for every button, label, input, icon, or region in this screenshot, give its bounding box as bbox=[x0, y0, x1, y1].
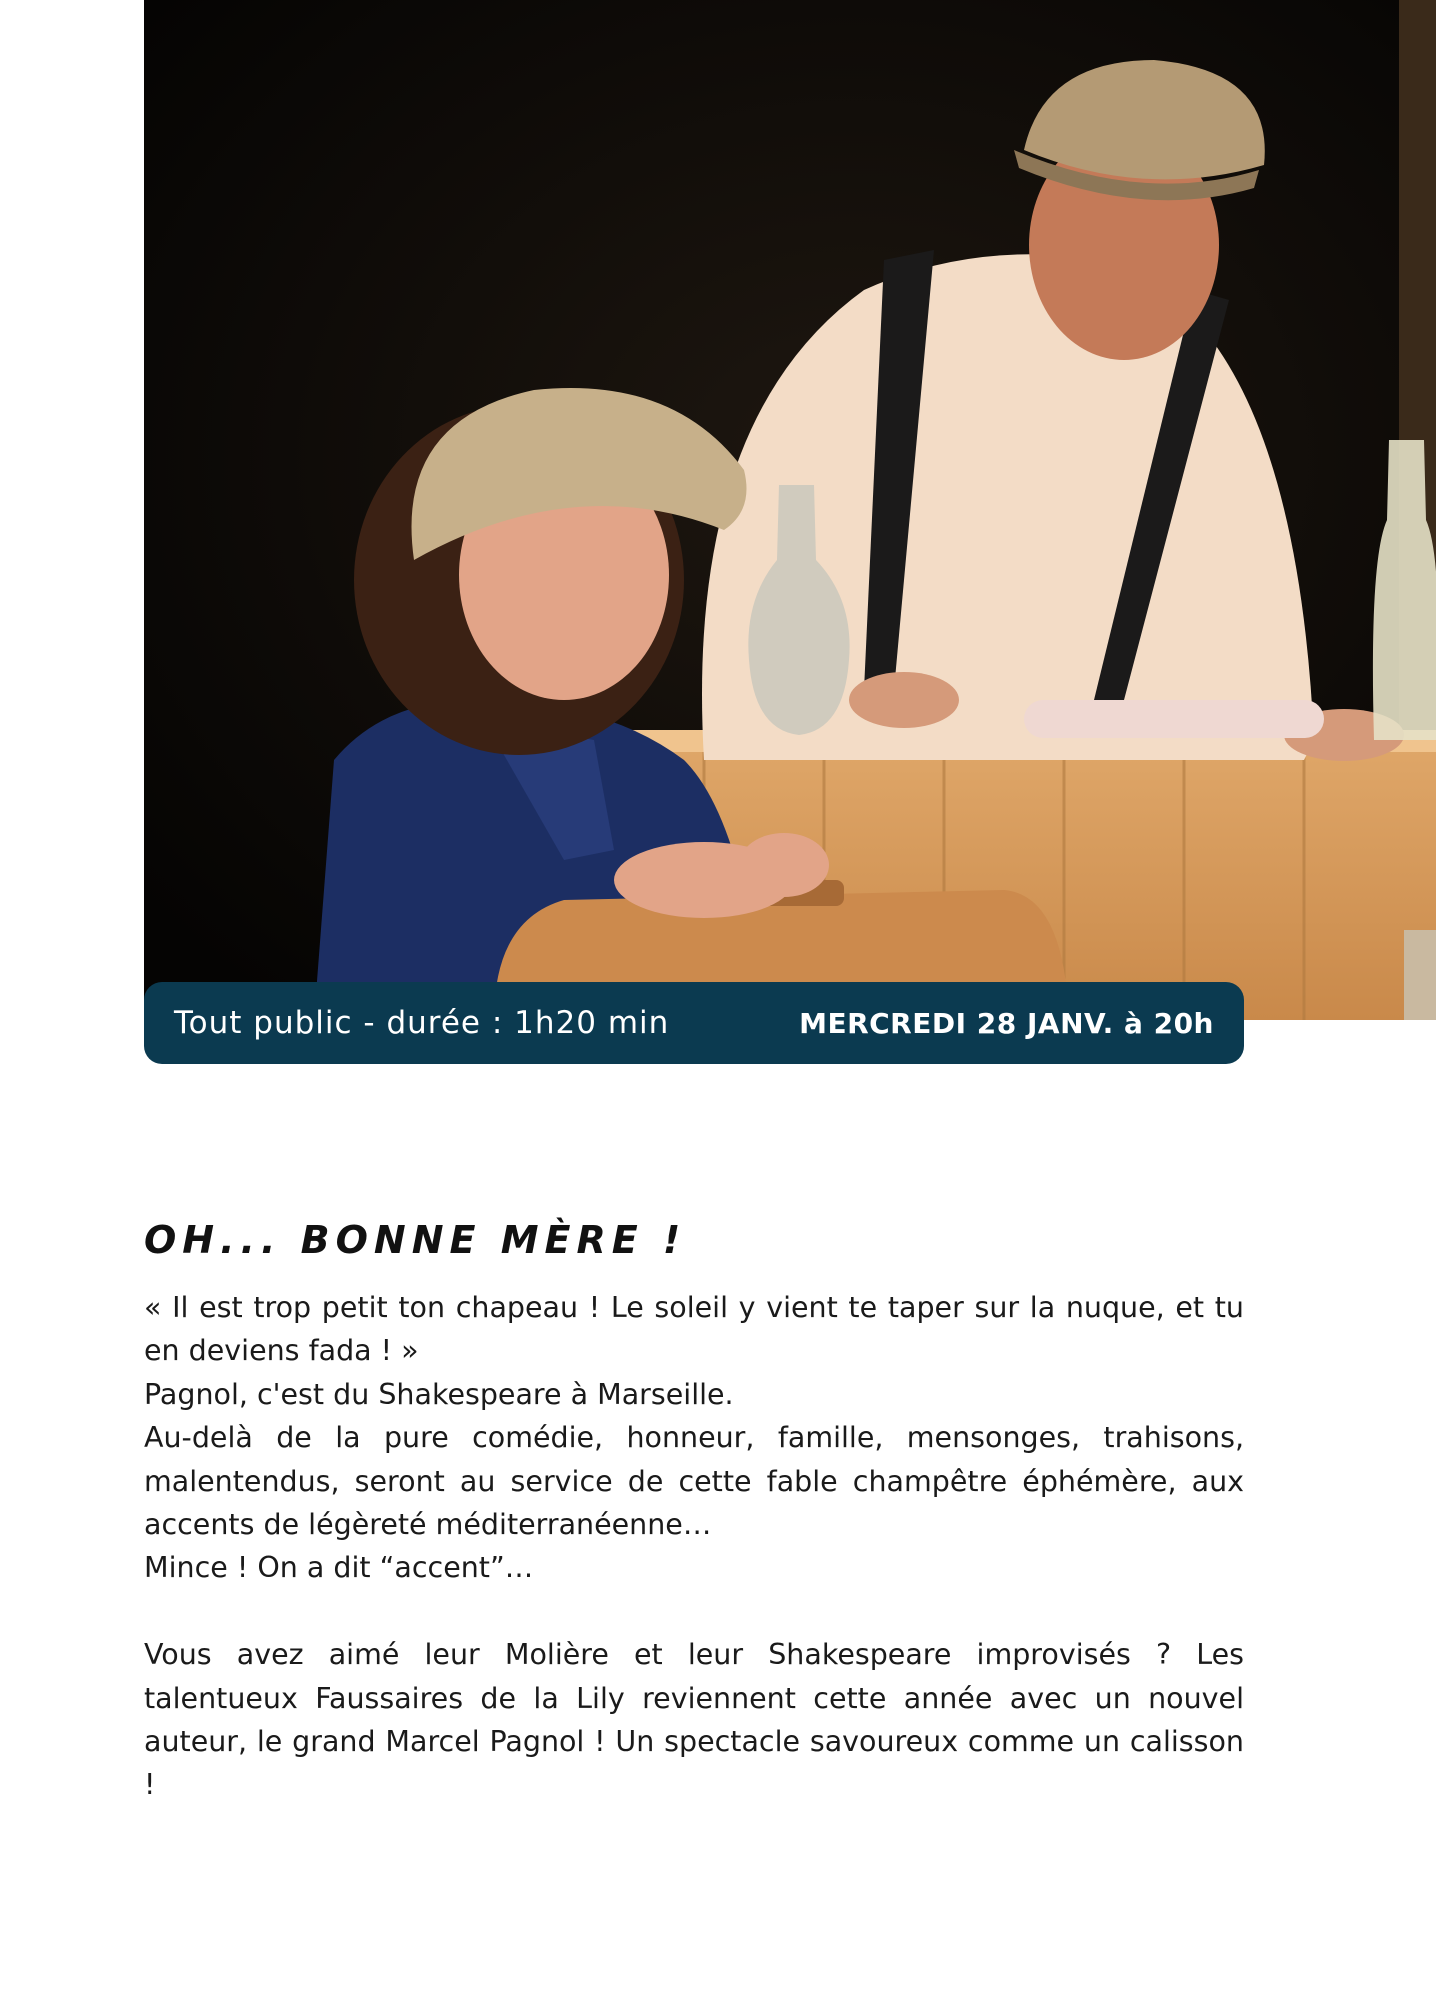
accent-line: Mince ! On a dit “accent”… bbox=[144, 1551, 534, 1585]
event-info-bar bbox=[144, 982, 1244, 1064]
quote-paragraph: « Il est trop petit ton chapeau ! Le soleil y vient te taper sur la nuque, et tu en deviens fada ! » bbox=[144, 1291, 1244, 1368]
paragraph-spacer bbox=[144, 1590, 1244, 1633]
show-title: OH... BONNE MÈRE ! bbox=[144, 1218, 687, 1262]
show-photo bbox=[144, 0, 1436, 1020]
second-paragraph: Vous avez aimé leur Molière et leur Shakespeare improvisés ? Les talentueux Faussaires de la Lily reviennent cette année avec un nouvel auteur, le grand Marcel Pagnol ! Un spectacle savoureux comme un calisson ! bbox=[144, 1638, 1244, 1802]
audience-duration-label: Tout public - durée : 1h20 min bbox=[174, 1005, 670, 1041]
comedy-paragraph: Au-delà de la pure comédie, honneur, famille, mensonges, trahisons, malentendus, seront au service de cette fable champêtre éphémère, aux accents de légèreté méditerranéenne… bbox=[144, 1421, 1244, 1542]
show-description bbox=[144, 1286, 1244, 1807]
pagnol-line: Pagnol, c'est du Shakespeare à Marseille. bbox=[144, 1377, 734, 1411]
stage-photo-illustration bbox=[144, 0, 1436, 1020]
event-date-time: MERCREDI 28 JANV. à 20h bbox=[799, 1006, 1214, 1040]
